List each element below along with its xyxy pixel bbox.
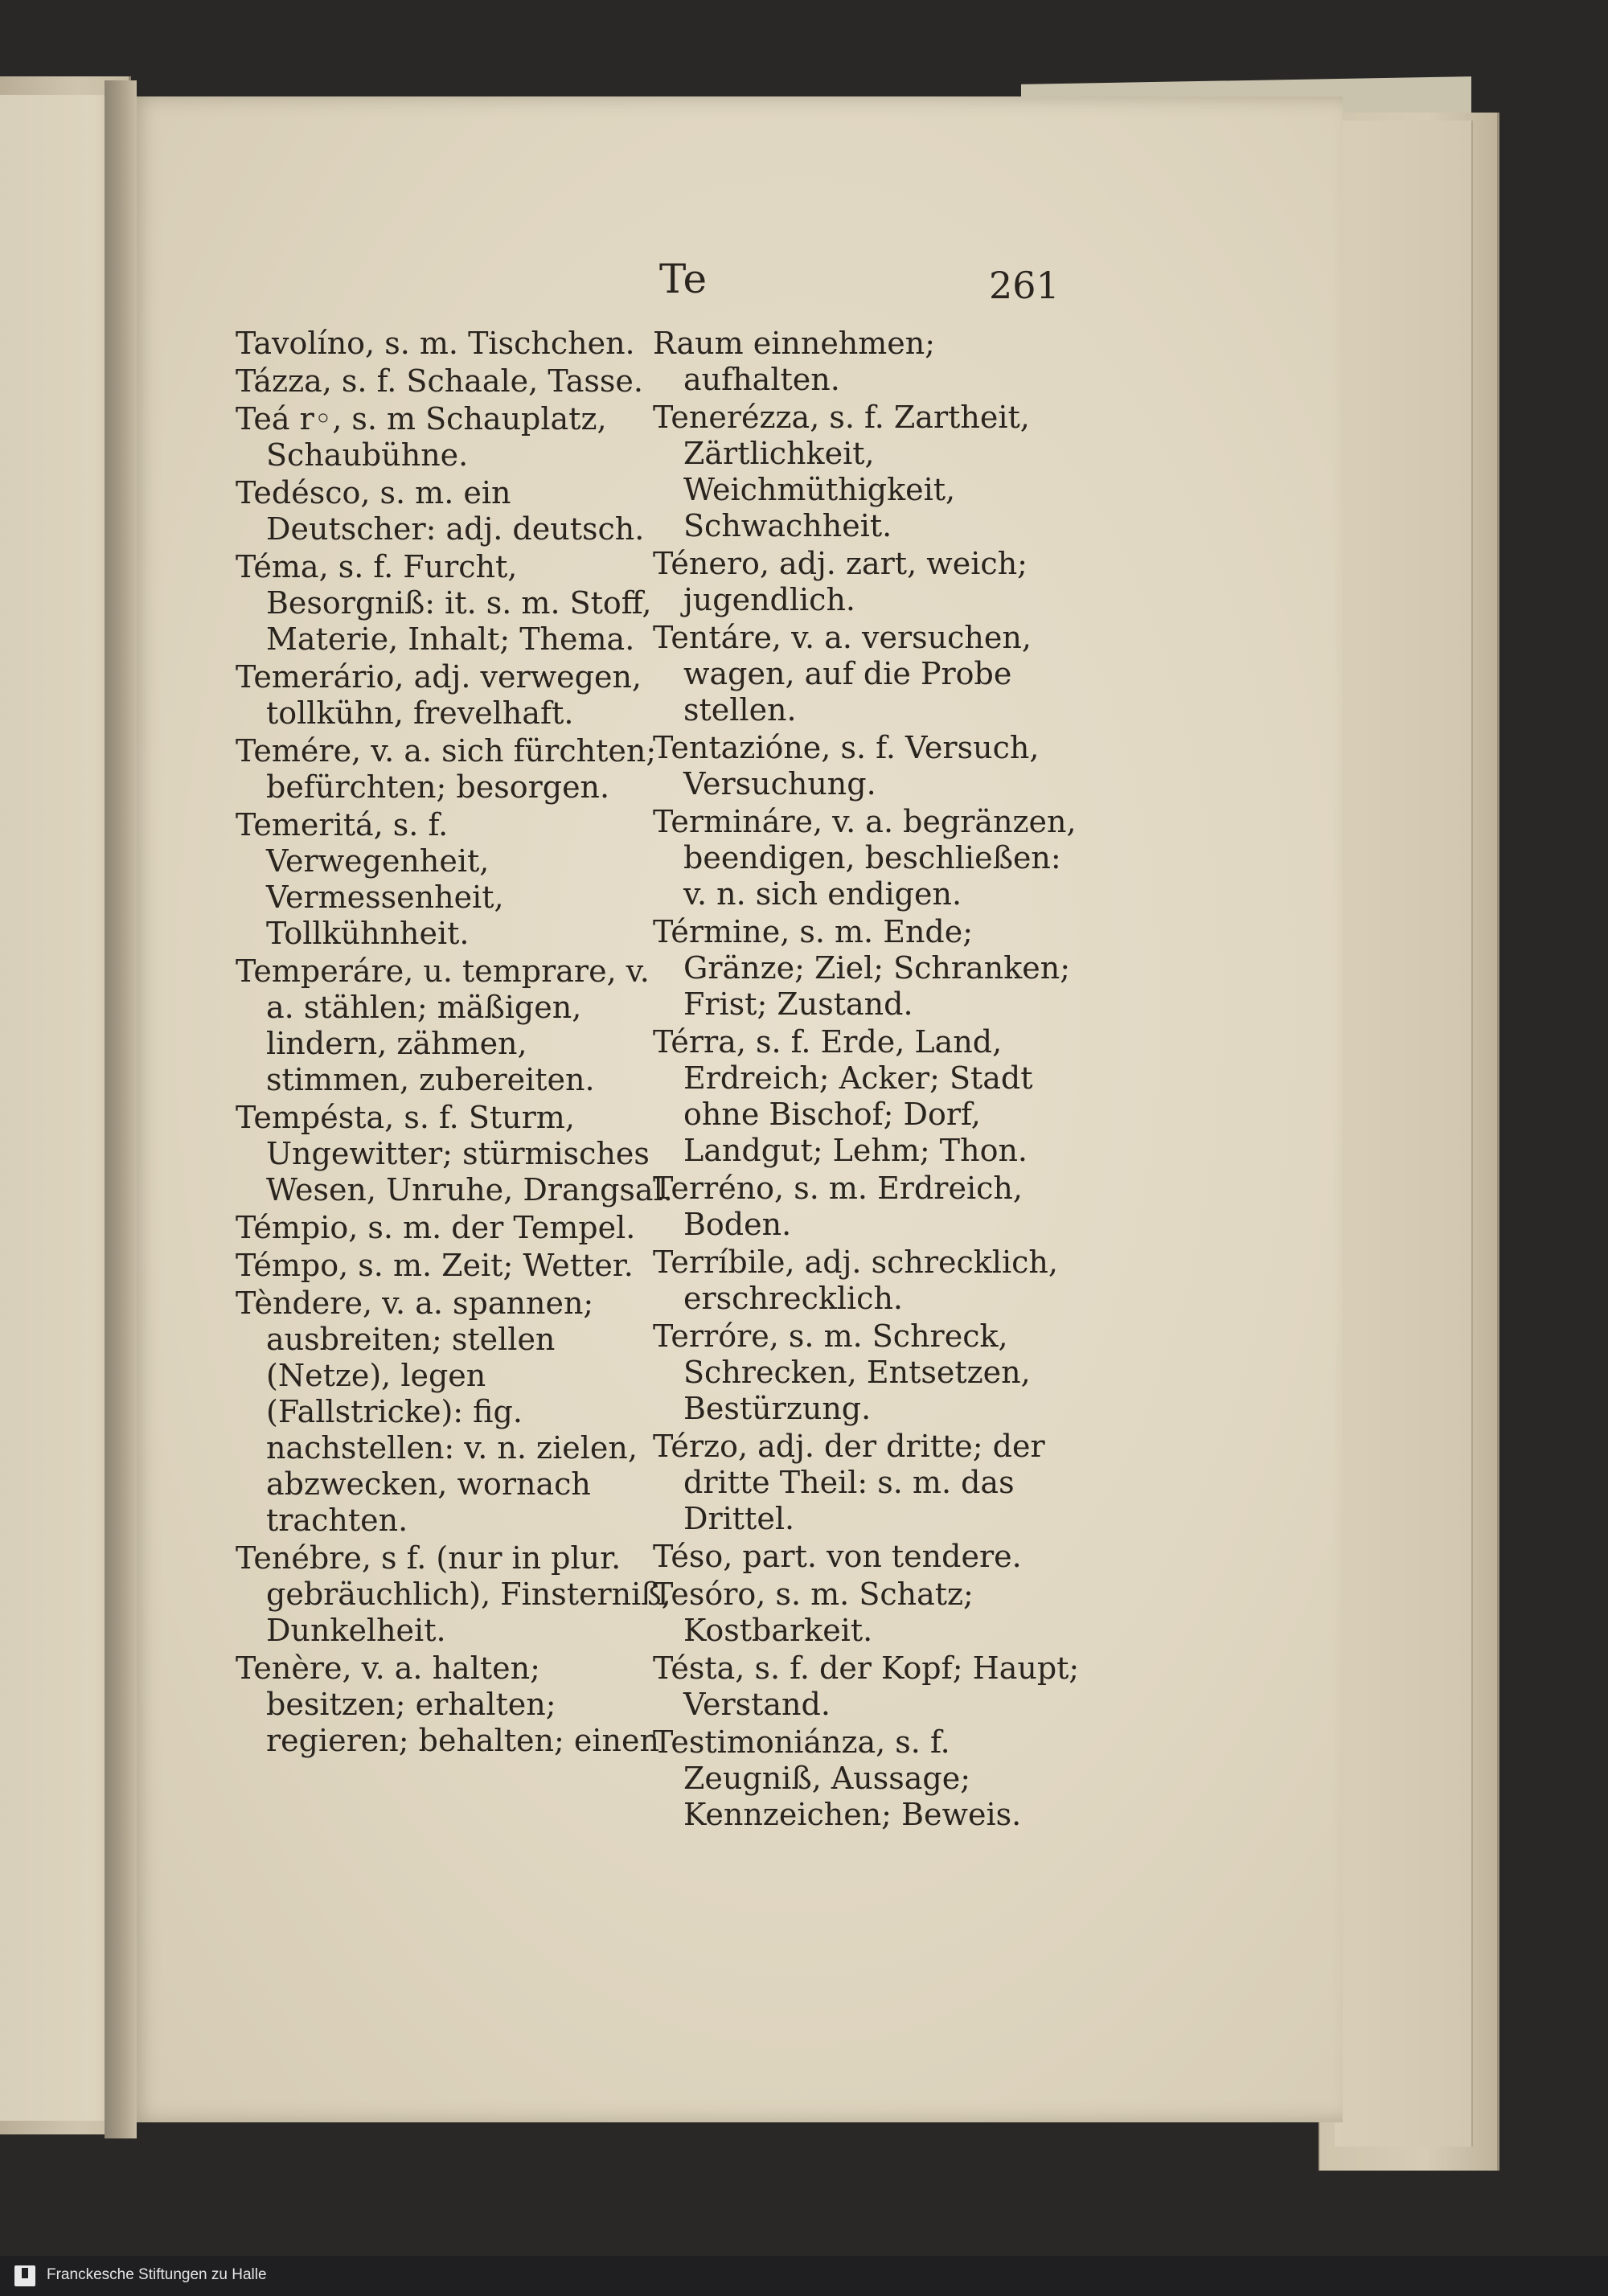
dictionary-entry: Ténero, adj. zart, weich; jugendlich. <box>653 546 1028 617</box>
institution-name: Franckesche Stiftungen zu Halle <box>47 2266 267 2283</box>
dictionary-entry: Téma, s. f. Furcht, Besorgniß: it. s. m. Stoff, Materie, Inhalt; Thema. <box>236 549 652 657</box>
dictionary-entry: Tenère, v. a. halten; besitzen; erhalten; regieren; behalten; einen <box>236 1650 659 1758</box>
dictionary-entry: Temperáre, u. temprare, v. a. stählen; mäßigen, lindern, zähmen, stimmen, zubereiten. <box>236 953 650 1097</box>
dictionary-entry: Tedésco, s. m. ein Deutscher: adj. deutsch. <box>236 475 645 547</box>
dictionary-entry: Térzo, adj. der dritte; der dritte Theil: s. m. das Drittel. <box>653 1429 1045 1536</box>
dictionary-entry: Térra, s. f. Erde, Land, Erdreich; Acker; Stadt ohne Bischof; Dorf, Landgut; Lehm; Thon. <box>653 1024 1033 1168</box>
dictionary-entry: Téso, part. von tendere. <box>653 1539 1022 1574</box>
right-page-stack-inner <box>1335 121 1473 2146</box>
dictionary-entry: Tentazióne, s. f. Versuch, Versuchung. <box>653 730 1040 802</box>
dictionary-entry: Temerário, adj. verwegen, tollkühn, frevelhaft. <box>236 659 642 731</box>
dictionary-entry: Témpo, s. m. Zeit; Wetter. <box>236 1248 634 1283</box>
dictionary-entry: Termináre, v. a. begränzen, beendigen, beschließen: v. n. sich endigen. <box>653 804 1077 912</box>
footer-bar <box>0 2256 1608 2296</box>
dictionary-entry: Tesóro, s. m. Schatz; Kostbarkeit. <box>653 1576 974 1648</box>
dictionary-entry: Tèndere, v. a. spannen; ausbreiten; stellen (Netze), legen (Fallstricke): fig. nachstellen: v. n. zielen, abzwecken, wornach trachten. <box>236 1285 638 1538</box>
institution-logo-icon <box>14 2265 35 2286</box>
dictionary-entry: Temére, v. a. sich fürchten; befürchten; besorgen. <box>236 733 657 805</box>
dictionary-entry: Términe, s. m. Ende; Gränze; Ziel; Schranken; Frist; Zustand. <box>653 914 1070 1022</box>
left-page-edge <box>0 95 119 2121</box>
dictionary-entry: Témpio, s. m. der Tempel. <box>236 1210 636 1245</box>
right-column <box>653 326 1091 1835</box>
dictionary-entry: Tentáre, v. a. versuchen, wagen, auf die Probe stellen. <box>653 620 1032 728</box>
page-number: 261 <box>989 264 1060 307</box>
dictionary-entry: Tenerézza, s. f. Zartheit, Zärtlichkeit, Weichmüthigkeit, Schwachheit. <box>653 400 1030 543</box>
dictionary-entry: Terréno, s. m. Erdreich, Boden. <box>653 1171 1023 1242</box>
dictionary-entry: Temeritá, s. f. Verwegenheit, Vermessenheit, Tollkühnheit. <box>236 807 504 951</box>
dictionary-entry: Raum einnehmen; aufhalten. <box>653 326 936 397</box>
dictionary-entry: Tésta, s. f. der Kopf; Haupt; Verstand. <box>653 1650 1080 1722</box>
left-column <box>236 326 674 1761</box>
dictionary-entry: Tavolíno, s. m. Tischchen. <box>236 326 635 361</box>
dictionary-entry: Testimoniánza, s. f. Zeugniß, Aussage; Kennzeichen; Beweis. <box>653 1724 1022 1832</box>
dictionary-entry: Terróre, s. m. Schreck, Schrecken, Entsetzen, Bestürzung. <box>653 1318 1031 1426</box>
book-gutter <box>105 80 137 2138</box>
dictionary-entry: Tempésta, s. f. Sturm, Ungewitter; stürmisches Wesen, Unruhe, Drangsal. <box>236 1100 673 1207</box>
dictionary-entry: Teá r◦, s. m Schauplatz, Schaubühne. <box>236 401 607 473</box>
running-head: Te <box>659 256 708 302</box>
dictionary-entry: Tázza, s. f. Schaale, Tasse. <box>236 363 643 399</box>
dictionary-entry: Terríbile, adj. schrecklich, erschrecklich. <box>653 1244 1058 1316</box>
dictionary-entry: Tenébre, s f. (nur in plur. gebräuchlich), Finsterniß, Dunkelheit. <box>236 1540 671 1648</box>
